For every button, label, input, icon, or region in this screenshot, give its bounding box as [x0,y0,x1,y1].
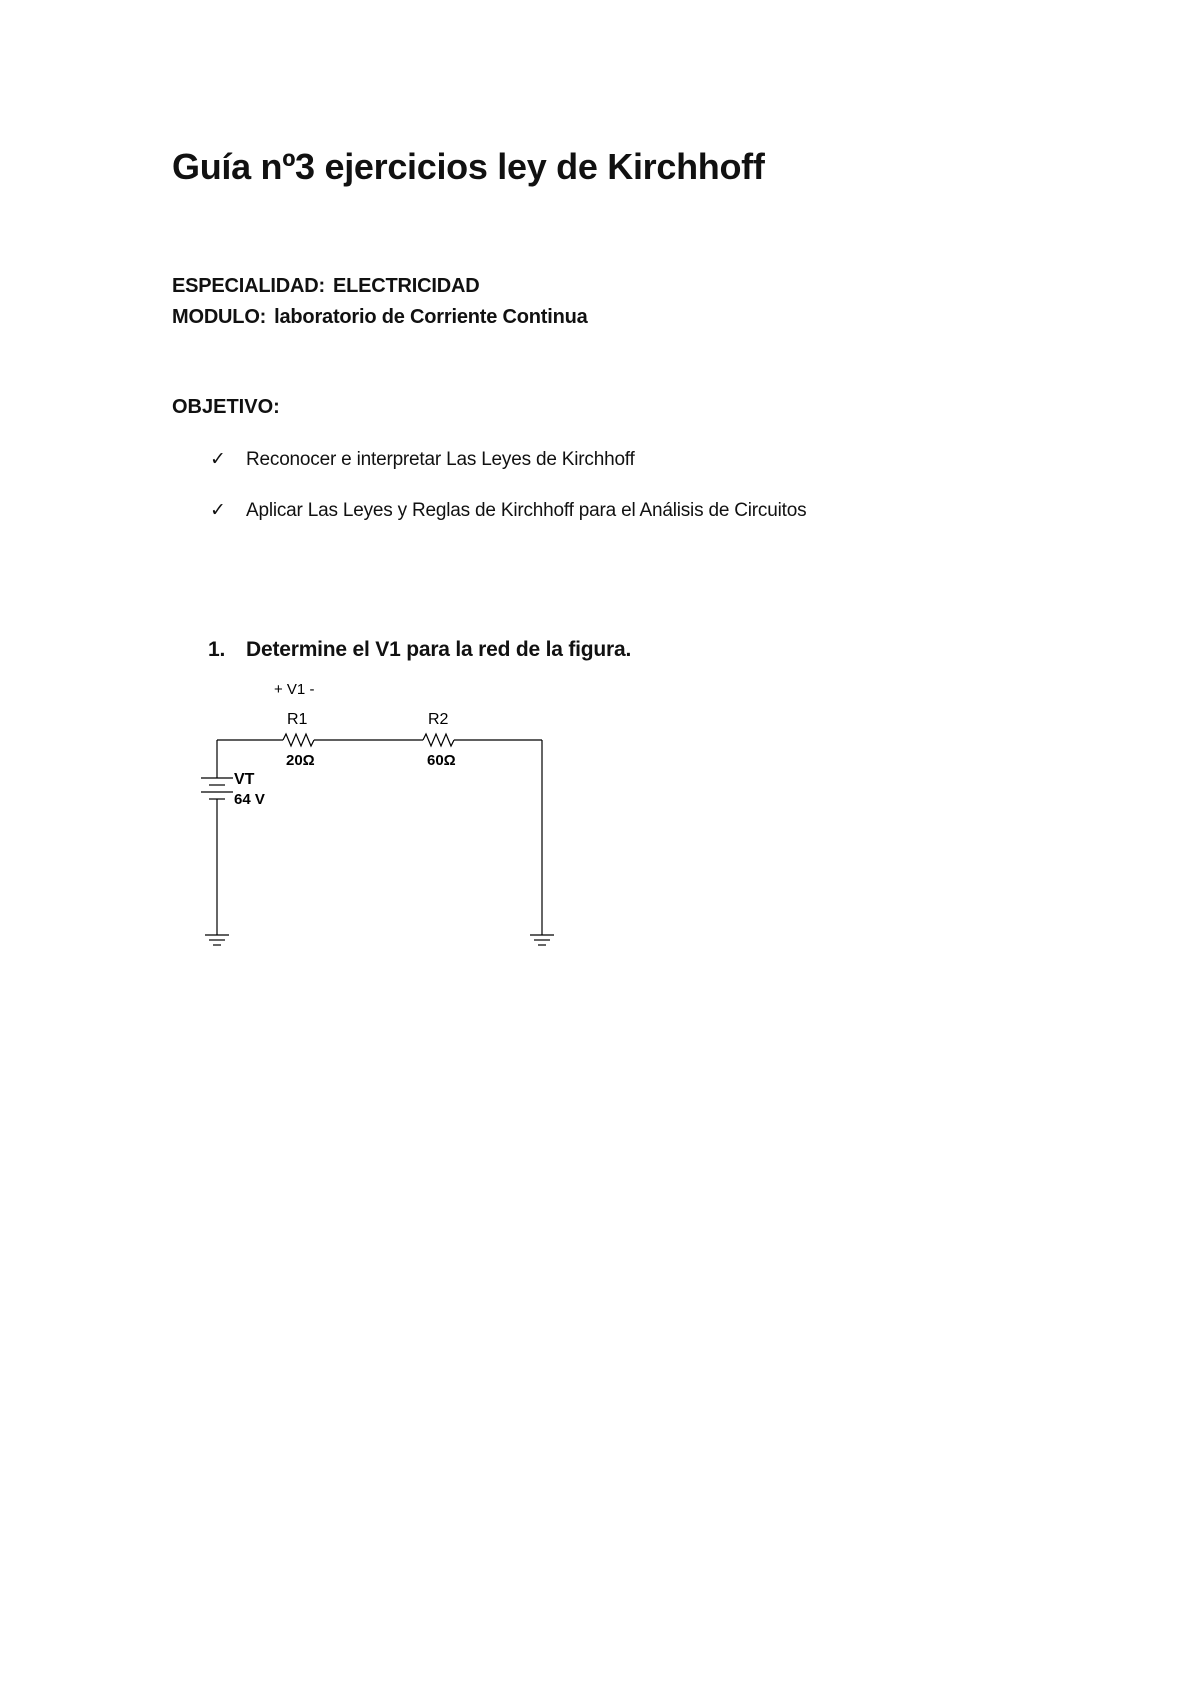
checkmark-icon: ✓ [210,449,226,470]
question-text: Determine el V1 para la red de la figura. [246,638,632,661]
specialty-line [172,275,479,298]
objective-heading: OBJETIVO: [172,396,280,418]
r2-value: 60Ω [427,752,456,769]
module-label: MODULO: [172,306,267,328]
module-value: laboratorio de Corriente Continua [274,306,588,328]
circuit-diagram [190,670,570,960]
specialty-label: ESPECIALIDAD: [172,275,325,297]
page-title: Guía nº3 ejercicios ley de Kirchhoff [172,146,765,187]
resistor-r2-symbol [423,734,454,746]
checkmark-icon: ✓ [210,500,226,521]
objective-text: Aplicar Las Leyes y Reglas de Kirchhoff para el Análisis de Circuitos [246,500,807,521]
objective-item [210,499,806,522]
source-value: 64 V [234,791,265,808]
objective-item [210,448,635,471]
r2-name: R2 [428,711,449,728]
question-number: 1. [208,638,226,661]
v1-label: + V1 - [274,681,315,698]
resistor-r1-symbol [283,734,314,746]
objective-text: Reconocer e interpretar Las Leyes de Kirchhoff [246,449,635,470]
question-1 [208,638,631,662]
specialty-value: ELECTRICIDAD [332,275,480,297]
r1-name: R1 [287,711,308,728]
r1-value: 20Ω [286,752,315,769]
module-line [172,306,588,329]
source-name: VT [234,771,255,788]
